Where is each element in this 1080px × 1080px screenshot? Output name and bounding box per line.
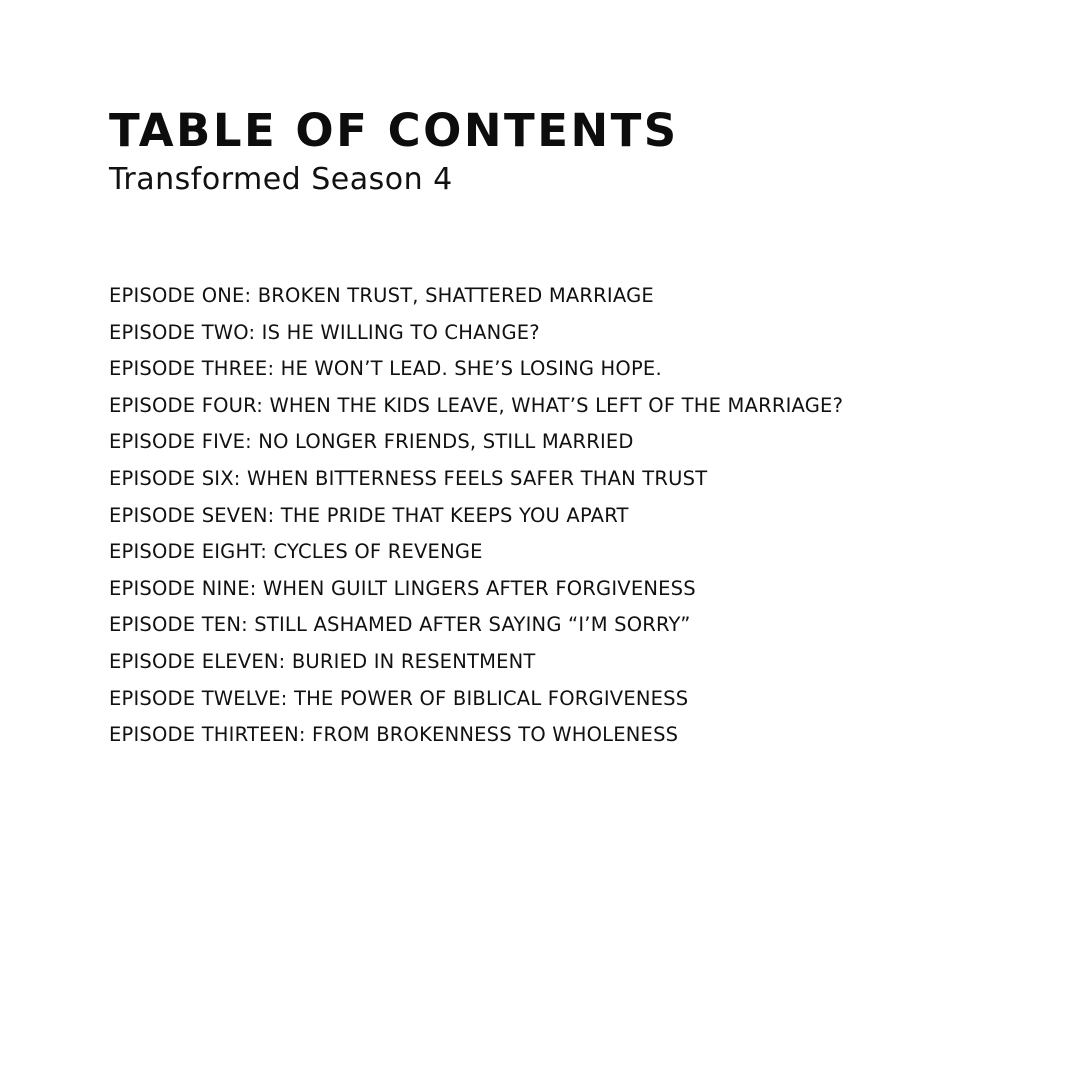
episode-item-7: EPISODE SEVEN: THE PRIDE THAT KEEPS YOU APART: [109, 503, 629, 527]
episode-item-10: EPISODE TEN: STILL ASHAMED AFTER SAYING “I’M SORRY”: [109, 613, 691, 637]
episode-item-1: EPISODE ONE: BROKEN TRUST, SHATTERED MARRIAGE: [109, 284, 654, 307]
episode-item-5: EPISODE FIVE: NO LONGER FRIENDS, STILL MARRIED: [109, 430, 634, 454]
episode-item-9: EPISODE NINE: WHEN GUILT LINGERS AFTER FORGIVENESS: [109, 576, 696, 600]
table-of-contents-page: [109, 104, 1029, 754]
page-title: TABLE OF CONTENTS: [109, 104, 679, 157]
episode-item-3: EPISODE THREE: HE WON’T LEAD. SHE’S LOSING HOPE.: [109, 357, 662, 381]
episode-item-12: EPISODE TWELVE: THE POWER OF BIBLICAL FORGIVENESS: [109, 686, 689, 710]
episode-item-11: EPISODE ELEVEN: BURIED IN RESENTMENT: [109, 649, 536, 673]
episode-item-8: EPISODE EIGHT: CYCLES OF REVENGE: [109, 540, 483, 564]
episode-item-6: EPISODE SIX: WHEN BITTERNESS FEELS SAFER THAN TRUST: [109, 466, 708, 490]
page-subtitle: Transformed Season 4: [109, 162, 453, 197]
episode-item-13: EPISODE THIRTEEN: FROM BROKENNESS TO WHOLENESS: [109, 723, 679, 747]
episode-item-2: EPISODE TWO: IS HE WILLING TO CHANGE?: [109, 320, 540, 344]
episode-item-4: EPISODE FOUR: WHEN THE KIDS LEAVE, WHAT’S LEFT OF THE MARRIAGE?: [109, 393, 844, 417]
episode-list: [109, 278, 1029, 754]
